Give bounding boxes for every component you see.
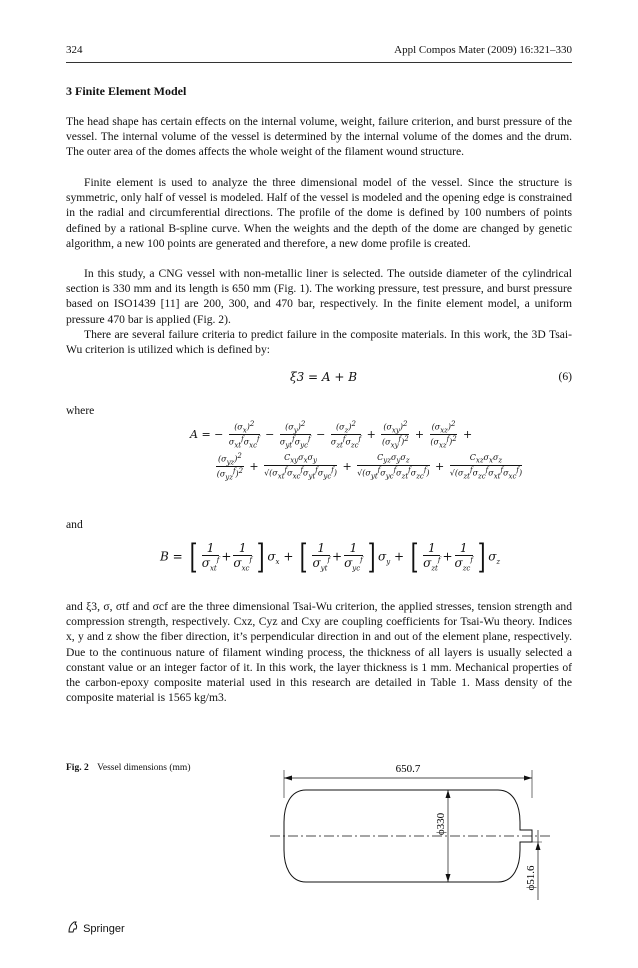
opening-dim-label: ϕ51.6 bbox=[525, 865, 537, 891]
and-label: and bbox=[66, 518, 83, 531]
equation-a-line-1: A = − $\frac{(\sigma x)2}{\text{σxtfσxcf}}$ − $\frac{(\sigma y)2}{\text{σytfσycf}}$ − $\frac{(\sigma z)2}{\text{σztfσzcf}}$ + $\frac{\text{(σxy)2}}{\text{(σxyf)2}}$ + $\frac{\text{(σxz)2}}{\text{(σxzf)2}}$ + bbox=[190, 420, 473, 450]
page-number: 324 bbox=[66, 44, 83, 56]
equation-6: ξ3 = A + B bbox=[290, 370, 358, 384]
opening-arrow bbox=[536, 842, 541, 850]
journal-citation: Appl Compos Mater (2009) 16:321–330 bbox=[394, 44, 572, 56]
paragraph-after-equations: and ξ3, σ, σtf and σcf are the three dimensional Tsai-Wu criterion, the applied stresses, tension strength and compression strength, respectively. Cxz, Cyz and Cxy are coupling coefficients for Tsai-Wu theory. Indices x, y and z show the fiber direction, it’s perpendicular direction in and out of the element plane, respectively. Due to the continuous nature of filament winding process, the thickness of all layers is usually selected a constant value or an integer factor of it. In this work, the layer thickness is 1 mm. Mechanical properties of the carbon-epoxy composite material used in this research are detailed in Table 1. Mass density of the composite material is 1565 kg/m3. bbox=[66, 600, 572, 705]
equation-b: B = [ $\frac{1}{\sigma_{xt}^f}$ + $\frac{1}{\sigma_{xc}^f}$ ] $\sigma_x$ + [ $\frac{1}{\sigma_{yt}^f}$ + $\frac{1}{\sigma_{yc}^f}$ ] $\sigma_y$ + [ $\frac{1}{\sigma_{zt}^f}$ + $\frac{1}{\sigma_{zc}^f}$ ] $\sigma_z$ bbox=[160, 537, 501, 577]
equation-a-line-2: $\frac{\text{(σyz)2}}{\text{(σyzf)2}}$ + $\frac{\text{Cxyσxσy}}{\text{√(σxtfσxcfσytfσycf)}}$ + $\frac{\text{Cyzσyσz}}{\text{√(σytfσycfσztfσzcf)}}$ + $\frac{\text{Cxzσxσz}}{\text{√(σztfσzcfσxtfσxcf)}}$ bbox=[216, 452, 523, 482]
diameter-arrow-bottom bbox=[446, 874, 451, 882]
publisher-name: Springer bbox=[83, 923, 125, 935]
paragraph-3: In this study, a CNG vessel with non-metallic liner is selected. The outside diameter of the cylindrical section is 330 mm and its length is 650 mm (Fig. 1). The working pressure, test pressure, and burst pressure based on ISO1439 [11] are 200, 300, and 470 bar, respectively. In the finite element model, a uniform pressure 470 bar is applied (Fig. 2). bbox=[66, 267, 572, 326]
vessel-drawing bbox=[270, 760, 570, 910]
length-dim-label: 650.7 bbox=[395, 763, 421, 775]
equation-a-lhs: A = − bbox=[190, 427, 224, 441]
where-label: where bbox=[66, 404, 95, 417]
springer-horse-icon bbox=[66, 920, 80, 934]
equation-b-lhs: B = bbox=[160, 549, 183, 564]
footer bbox=[66, 920, 125, 935]
equation-6-number: (6) bbox=[558, 370, 572, 383]
paragraph-2: Finite element is used to analyze the three dimensional model of the vessel. Since the structure is symmetric, only half of vessel is modeled. Half of the vessel is modeled and the opening edge is constrained in the radial and circumferential directions. The profile of the dome is defined by 100 numbers of points defined by a rational B-spline curve. When the weights and the depth of the dome are changed by genetic algorithm, a new 100 points are generated and therefore, a new dome profile is created. bbox=[66, 176, 572, 250]
figure-caption bbox=[66, 763, 191, 773]
figure-label: Fig. 2 bbox=[66, 763, 89, 773]
diameter-arrow-top bbox=[446, 790, 451, 798]
paragraph-1: The head shape has certain effects on the internal volume, weight, failure criterion, and burst pressure of the vessel. The internal volume of the vessel is determined by the internal volume of the domes and the drum. The outer area of the domes affects the whole weight of the filament wound structure. bbox=[66, 115, 572, 159]
length-arrow-left bbox=[284, 776, 292, 781]
paragraph-4: There are several failure criteria to predict failure in the composite materials. In this work, the 3D Tsai-Wu criterion is utilized which is defined by: bbox=[66, 328, 572, 357]
diameter-dim-label: ϕ330 bbox=[435, 812, 447, 836]
length-arrow-right bbox=[524, 776, 532, 781]
figure-caption-text: Vessel dimensions (mm) bbox=[97, 763, 191, 773]
section-title: 3 Finite Element Model bbox=[66, 84, 187, 98]
header-rule bbox=[66, 62, 572, 63]
